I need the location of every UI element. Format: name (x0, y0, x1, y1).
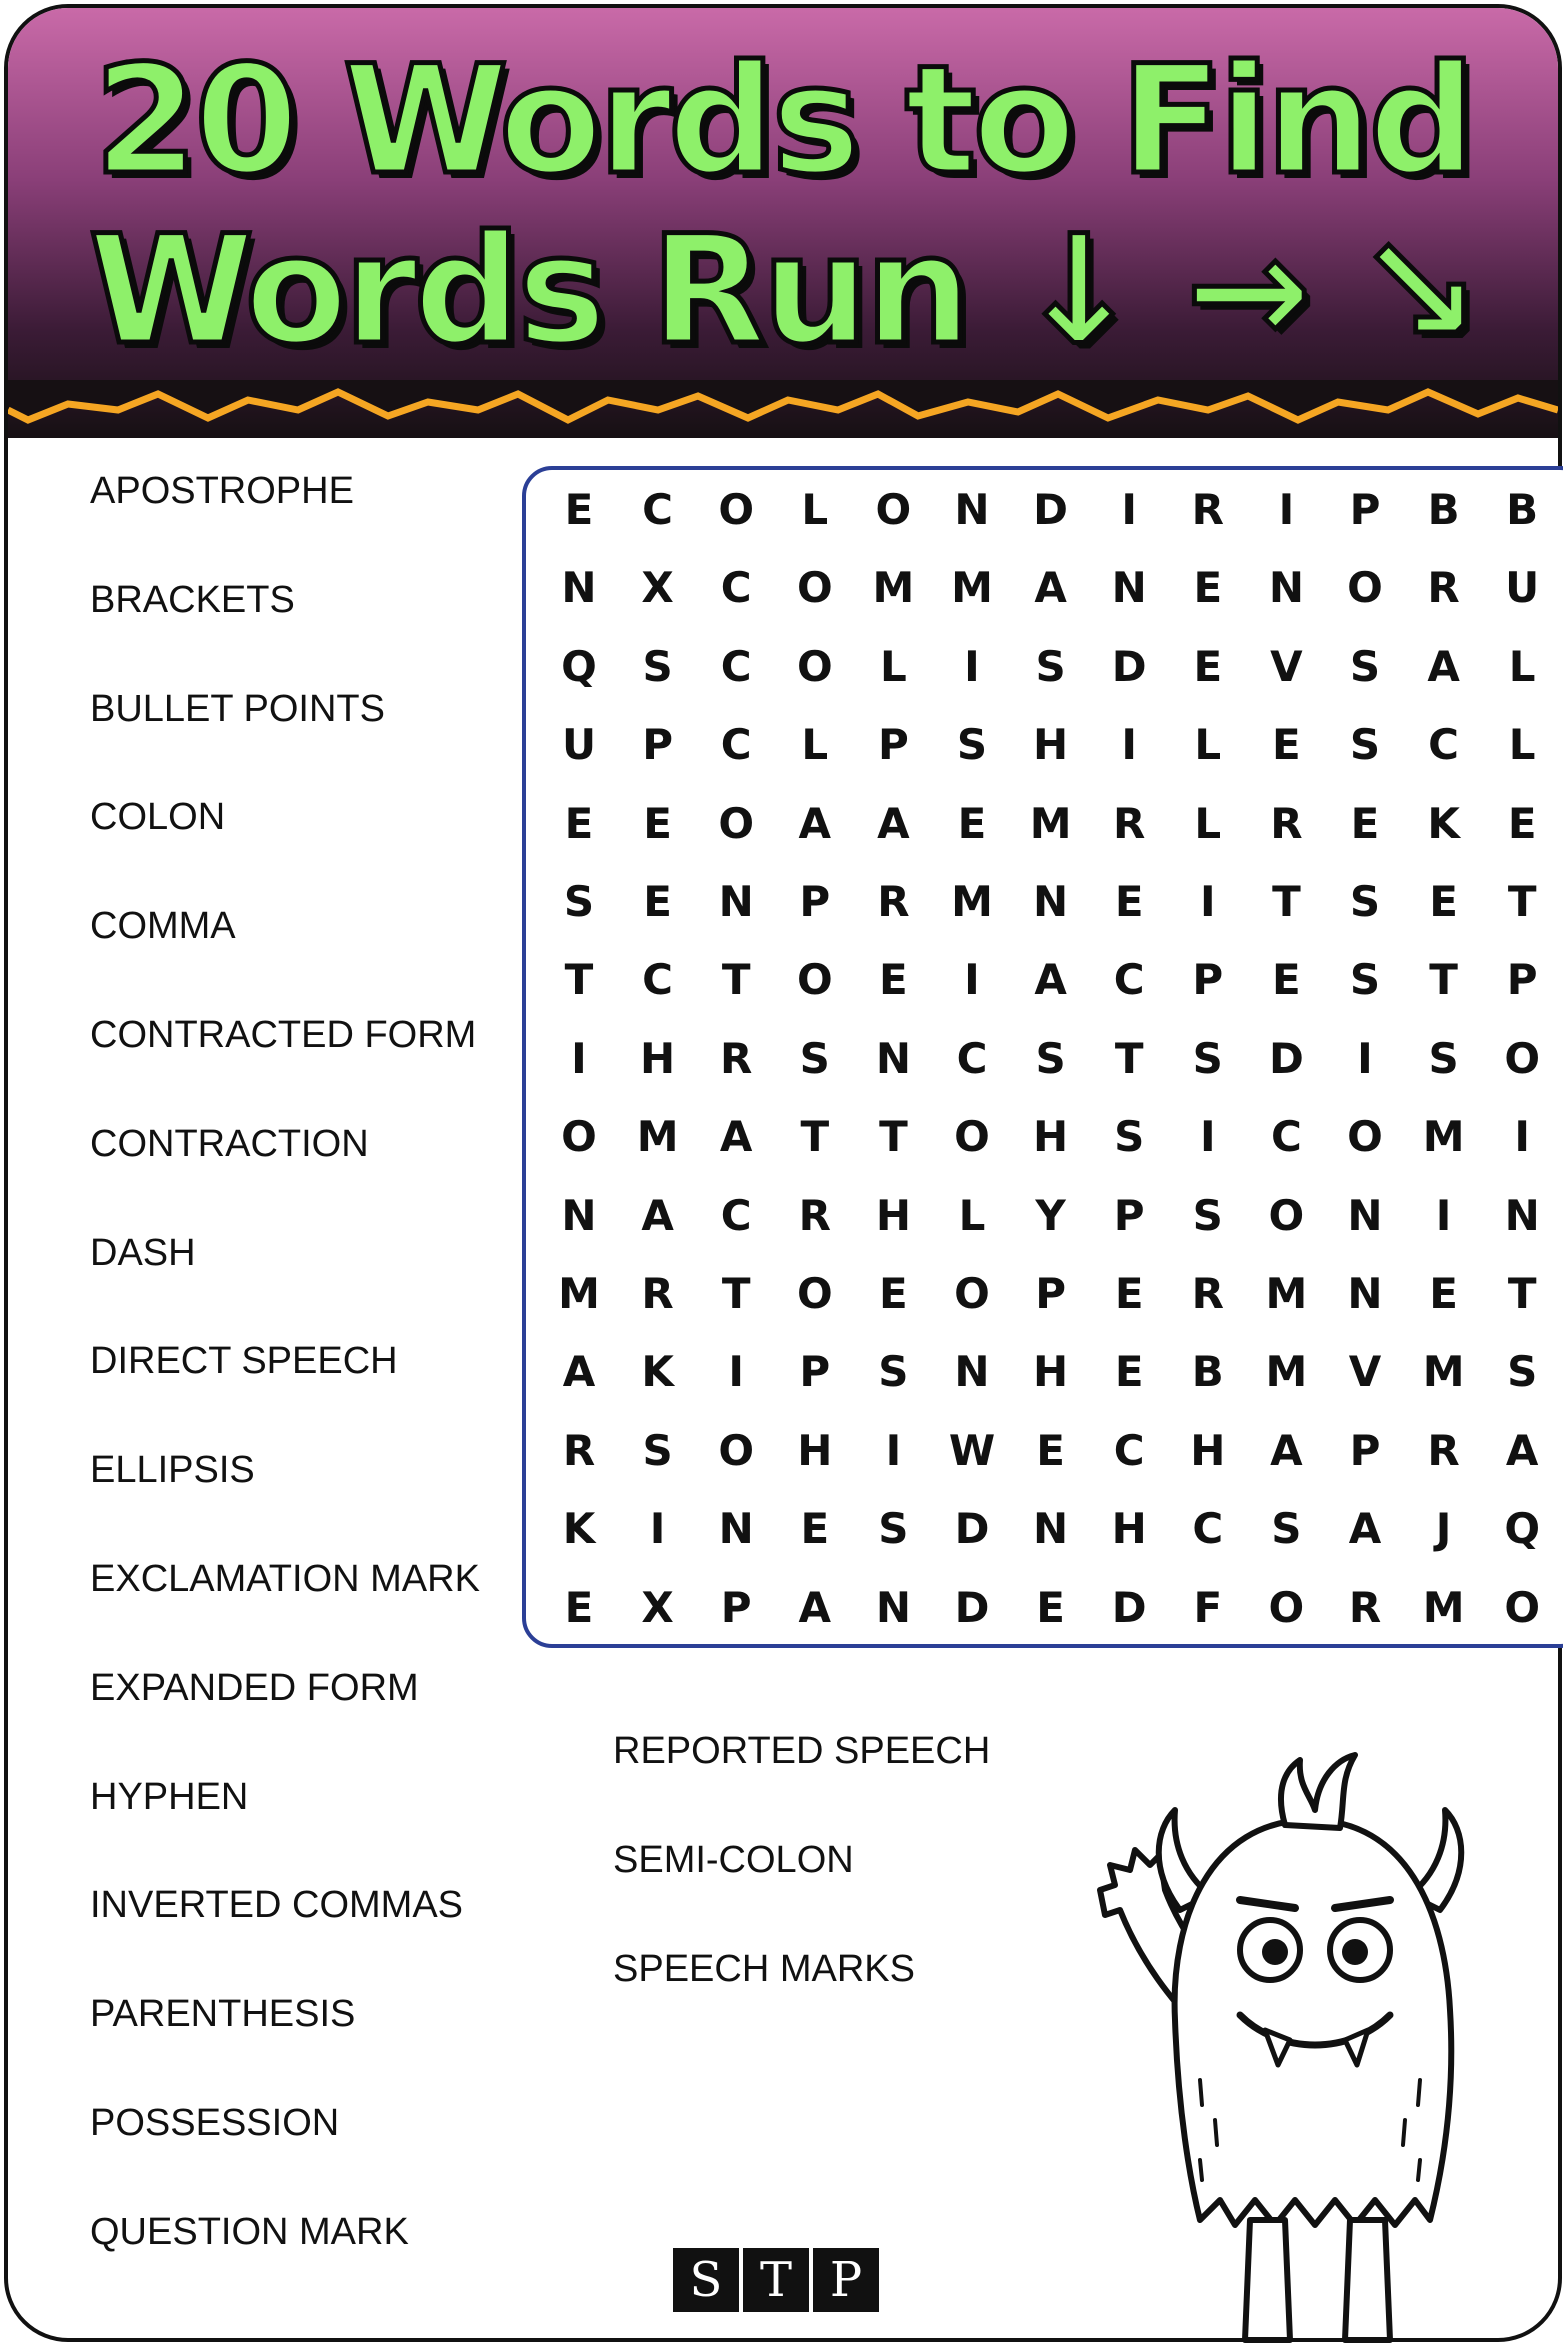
grid-letter[interactable]: Q (561, 641, 597, 691)
grid-letter[interactable]: M (951, 563, 993, 613)
grid-letter[interactable]: T (879, 1112, 908, 1162)
grid-letter[interactable]: S (1035, 641, 1066, 691)
grid-letter[interactable]: T (800, 1112, 830, 1162)
grid-letter[interactable]: P (1349, 1425, 1381, 1475)
monster-illustration (1060, 1660, 1540, 2350)
grid-letter[interactable]: V (1270, 641, 1303, 691)
grid-letter[interactable]: P (799, 877, 831, 926)
word-list-item: DASH (90, 1231, 196, 1274)
grid-letter[interactable]: N (1033, 1504, 1069, 1554)
grid-letter[interactable]: V (1348, 1347, 1382, 1397)
grid-letter[interactable]: C (720, 641, 752, 691)
grid-letter[interactable]: T (721, 955, 751, 1005)
grid-letter[interactable]: D (1111, 641, 1147, 691)
grid-letter[interactable]: O (1504, 1033, 1541, 1083)
grid-letter[interactable]: I (964, 955, 980, 1005)
grid-letter[interactable]: A (1034, 955, 1067, 1005)
grid-letter[interactable]: M (1422, 1347, 1465, 1397)
grid-letter[interactable]: A (719, 1112, 753, 1162)
grid-letter[interactable]: E (957, 798, 987, 848)
grid-letter[interactable]: N (718, 877, 754, 926)
grid-letter[interactable]: P (1506, 955, 1538, 1005)
grid-letter[interactable]: M (1422, 1582, 1465, 1632)
grid-letter[interactable]: I (964, 641, 980, 691)
grid-letter[interactable]: E (564, 485, 594, 534)
word-list-item: DIRECT SPEECH (90, 1340, 398, 1383)
word-list-item: CONTRACTION (90, 1122, 369, 1165)
grid-letter[interactable]: O (954, 1112, 990, 1162)
grid-letter[interactable]: E (643, 877, 672, 926)
logo-letter: P (813, 2248, 879, 2312)
grid-letter[interactable]: S (1114, 1112, 1145, 1162)
word-list-item: POSSESSION (90, 2102, 340, 2144)
grid-letter[interactable]: I (728, 1347, 744, 1397)
grid-letter[interactable]: R (798, 1190, 831, 1240)
grid-letter[interactable]: N (1111, 563, 1147, 613)
grid-letter[interactable]: P (799, 1347, 831, 1397)
grid-letter[interactable]: C (720, 720, 752, 770)
grid-letter[interactable]: T (1429, 955, 1458, 1005)
grid-letter[interactable]: S (878, 1504, 909, 1554)
grid-letter[interactable]: R (1348, 1582, 1382, 1632)
grid-letter[interactable]: C (642, 955, 673, 1005)
grid-letter[interactable]: T (721, 1269, 751, 1318)
grid-letter[interactable]: E (1193, 641, 1223, 691)
word-list-item: EXPANDED FORM (90, 1666, 419, 1709)
grid-letter[interactable]: C (1270, 1112, 1302, 1162)
grid-letter[interactable]: H (1190, 1425, 1226, 1475)
grid-letter[interactable]: E (564, 798, 594, 848)
grid-letter[interactable]: O (954, 1269, 990, 1318)
title-line-1: 20 Words to Find (94, 34, 1472, 208)
word-list-item: SEMI-COLON (613, 1838, 854, 1881)
logo-letter: S (673, 2248, 739, 2312)
grid-letter[interactable]: L (1508, 720, 1536, 770)
grid-letter[interactable]: E (1193, 563, 1223, 613)
grid-letter[interactable]: O (718, 1425, 755, 1475)
grid-letter[interactable]: O (796, 641, 833, 691)
letter-grid (540, 485, 1541, 1632)
grid-letter[interactable]: A (1505, 1425, 1539, 1475)
grid-letter[interactable]: I (1435, 1190, 1452, 1240)
word-list-item: HYPHEN (90, 1775, 249, 1818)
grid-letter[interactable]: A (877, 798, 910, 848)
grid-letter[interactable]: O (796, 955, 833, 1005)
grid-letter[interactable]: E (1114, 1269, 1144, 1318)
grid-letter[interactable]: E (1036, 1425, 1065, 1475)
torn-edge-divider (8, 380, 1558, 450)
grid-letter[interactable]: S (799, 1033, 830, 1083)
grid-letter[interactable]: O (718, 485, 755, 534)
grid-letter[interactable]: P (642, 720, 673, 770)
grid-letter[interactable]: S (1349, 641, 1381, 691)
grid-letter[interactable]: M (558, 1269, 600, 1318)
title-line-2: Words Run ↓ → ↘ (88, 204, 1478, 378)
grid-letter[interactable]: C (720, 1190, 752, 1240)
grid-letter[interactable]: B (1506, 485, 1539, 534)
grid-letter[interactable]: I (1121, 720, 1137, 770)
grid-letter[interactable]: S (642, 1425, 673, 1475)
grid-letter[interactable]: S (1035, 1033, 1066, 1083)
grid-letter[interactable]: H (1033, 720, 1069, 770)
grid-letter[interactable]: N (875, 1582, 911, 1632)
grid-letter[interactable]: I (1121, 485, 1137, 534)
grid-letter[interactable]: E (643, 798, 672, 848)
grid-letter[interactable]: R (1113, 798, 1146, 848)
grid-letter[interactable]: E (1272, 720, 1301, 770)
word-list-item: COLON (90, 796, 226, 839)
grid-letter[interactable]: I (571, 1033, 587, 1083)
word-list-item: QUESTION MARK (90, 2210, 409, 2253)
grid-letter[interactable]: O (1268, 1582, 1305, 1632)
grid-letter[interactable]: S (1349, 955, 1381, 1005)
grid-letter[interactable]: E (1429, 877, 1458, 926)
grid-letter[interactable]: A (1270, 1425, 1303, 1475)
grid-letter[interactable]: E (564, 1582, 594, 1632)
grid-letter[interactable]: A (798, 798, 832, 848)
grid-letter[interactable]: E (1350, 798, 1380, 848)
grid-letter[interactable]: C (1192, 1504, 1224, 1554)
grid-letter[interactable]: H (640, 1033, 676, 1083)
grid-letter[interactable]: L (958, 1190, 986, 1240)
word-list-item: CONTRACTED FORM (90, 1014, 477, 1056)
grid-letter[interactable]: S (1271, 1504, 1302, 1554)
grid-letter[interactable]: N (718, 1504, 754, 1554)
grid-letter[interactable]: R (641, 1269, 674, 1318)
grid-letter[interactable]: C (1113, 1425, 1145, 1475)
grid-letter[interactable]: N (875, 1033, 911, 1083)
grid-letter[interactable]: P (1192, 955, 1224, 1005)
grid-letter[interactable]: O (1347, 1112, 1383, 1162)
grid-letter[interactable]: M (1422, 1112, 1465, 1162)
grid-letter[interactable]: U (1505, 563, 1540, 613)
grid-letter[interactable]: N (1347, 1190, 1383, 1240)
grid-letter[interactable]: W (948, 1425, 996, 1475)
grid-letter[interactable]: B (1191, 1347, 1224, 1397)
grid-letter[interactable]: T (1507, 877, 1537, 926)
grid-letter[interactable]: C (1428, 720, 1459, 770)
grid-letter[interactable]: S (1507, 1347, 1538, 1397)
grid-letter[interactable]: S (1428, 1033, 1459, 1083)
grid-letter[interactable]: H (1033, 1112, 1069, 1162)
grid-letter[interactable]: E (879, 1269, 908, 1318)
grid-letter[interactable]: I (1357, 1033, 1373, 1083)
grid-letter[interactable]: N (561, 1190, 597, 1240)
grid-letter[interactable]: O (1347, 563, 1383, 613)
word-list-item: BRACKETS (90, 578, 295, 621)
grid-letter[interactable]: M (1265, 1269, 1308, 1318)
grid-letter[interactable]: M (872, 563, 915, 613)
grid-letter[interactable]: K (562, 1504, 596, 1554)
grid-letter[interactable]: S (1349, 877, 1381, 926)
grid-letter[interactable]: A (1427, 641, 1460, 691)
grid-letter[interactable]: D (1268, 1033, 1304, 1083)
grid-letter[interactable]: O (796, 563, 833, 613)
word-list-item: ELLIPSIS (90, 1449, 255, 1492)
grid-letter[interactable]: M (951, 877, 993, 926)
grid-letter[interactable]: N (1504, 1190, 1540, 1240)
grid-letter[interactable]: P (1349, 485, 1381, 534)
grid-letter[interactable]: O (561, 1112, 597, 1162)
grid-letter[interactable]: S (956, 720, 988, 770)
word-list-item: BULLET POINTS (90, 687, 385, 730)
grid-letter[interactable]: E (1272, 955, 1301, 1005)
grid-letter[interactable]: K (641, 1347, 674, 1397)
grid-letter[interactable]: D (1111, 1582, 1147, 1632)
word-list-item: PARENTHESIS (90, 1993, 356, 2036)
grid-letter[interactable]: I (1278, 485, 1295, 534)
logo-letter: T (743, 2248, 809, 2312)
grid-letter[interactable]: P (877, 720, 909, 770)
grid-letter[interactable]: E (1429, 1269, 1458, 1318)
grid-letter[interactable]: A (562, 1347, 596, 1397)
grid-letter[interactable]: O (796, 1269, 833, 1318)
grid-letter[interactable]: H (1111, 1504, 1147, 1554)
grid-letter[interactable]: H (1033, 1347, 1069, 1397)
grid-letter[interactable]: N (1033, 877, 1069, 926)
grid-letter[interactable]: I (1199, 877, 1216, 926)
grid-letter[interactable]: I (1199, 1112, 1216, 1162)
grid-letter[interactable]: N (954, 485, 990, 534)
grid-letter[interactable]: A (641, 1190, 674, 1240)
grid-letter[interactable]: U (561, 720, 597, 770)
grid-letter[interactable]: L (1194, 720, 1222, 770)
grid-letter[interactable]: H (797, 1425, 833, 1475)
grid-letter[interactable]: P (1113, 1190, 1145, 1240)
grid-letter[interactable]: M (1029, 798, 1072, 848)
grid-letter[interactable]: D (954, 1504, 990, 1554)
word-list-item: REPORTED SPEECH (613, 1730, 991, 1772)
grid-letter[interactable]: N (1268, 563, 1304, 613)
word-list-item: APOSTROPHE (90, 470, 354, 512)
grid-letter[interactable]: H (875, 1190, 911, 1240)
grid-letter[interactable]: E (1507, 798, 1537, 848)
grid-letter[interactable]: T (564, 955, 594, 1005)
grid-letter[interactable]: N (954, 1347, 990, 1397)
grid-letter[interactable]: O (1268, 1190, 1305, 1240)
grid-letter[interactable]: R (1191, 485, 1224, 534)
grid-letter[interactable]: N (1347, 1269, 1383, 1318)
grid-letter[interactable]: A (1034, 563, 1067, 613)
word-list-item: COMMA (90, 905, 236, 948)
grid-letter[interactable]: S (878, 1347, 909, 1397)
grid-letter[interactable]: S (1349, 720, 1381, 770)
grid-letter[interactable]: T (1114, 1033, 1144, 1083)
grid-letter[interactable]: A (798, 1582, 832, 1632)
grid-letter[interactable]: X (641, 1582, 674, 1632)
grid-letter[interactable]: P (720, 1582, 752, 1632)
grid-letter[interactable]: I (649, 1504, 666, 1554)
grid-letter[interactable]: L (1194, 798, 1222, 848)
grid-letter[interactable]: E (800, 1504, 830, 1554)
header-banner (8, 8, 1558, 438)
grid-letter[interactable]: E (1036, 1582, 1065, 1632)
grid-letter[interactable]: L (801, 485, 829, 534)
grid-letter[interactable]: X (641, 563, 674, 613)
grid-letter[interactable]: K (1427, 798, 1460, 848)
grid-letter[interactable]: E (879, 955, 908, 1005)
grid-letter[interactable]: D (1033, 485, 1069, 534)
grid-letter[interactable]: R (877, 877, 910, 926)
grid-letter[interactable]: O (1504, 1582, 1541, 1632)
grid-letter[interactable]: I (885, 1425, 902, 1475)
word-list-item: SPEECH MARKS (613, 1947, 915, 1990)
grid-letter[interactable]: R (720, 1033, 753, 1083)
grid-letter[interactable]: O (875, 485, 912, 534)
grid-letter[interactable]: C (956, 1033, 988, 1083)
grid-letter[interactable]: Q (1504, 1504, 1541, 1554)
grid-letter[interactable]: M (636, 1112, 679, 1162)
grid-letter[interactable]: R (1191, 1269, 1224, 1318)
grid-letter[interactable]: R (1270, 798, 1303, 848)
grid-letter[interactable]: E (1114, 1347, 1144, 1397)
grid-letter[interactable]: R (562, 1425, 596, 1475)
grid-letter[interactable]: L (1508, 641, 1536, 691)
grid-letter[interactable]: B (1427, 485, 1460, 534)
grid-letter[interactable]: L (801, 720, 829, 770)
grid-letter[interactable]: S (1192, 1190, 1223, 1240)
grid-letter[interactable]: D (954, 1582, 990, 1632)
grid-letter[interactable]: O (718, 798, 755, 848)
grid-letter[interactable]: N (561, 563, 597, 613)
grid-letter[interactable]: R (1427, 563, 1460, 613)
grid-letter[interactable]: S (1192, 1033, 1223, 1083)
grid-letter[interactable]: T (1507, 1269, 1537, 1318)
grid-letter[interactable]: T (1272, 877, 1301, 926)
grid-letter[interactable]: C (642, 485, 673, 534)
grid-letter[interactable]: C (1113, 955, 1145, 1005)
grid-letter[interactable]: R (1427, 1425, 1460, 1475)
word-list-item: INVERTED COMMAS (90, 1884, 464, 1927)
grid-letter[interactable]: I (1514, 1112, 1530, 1162)
grid-letter[interactable]: E (1114, 877, 1144, 926)
word-list-item: EXCLAMATION MARK (90, 1558, 480, 1600)
grid-letter[interactable]: A (1348, 1504, 1382, 1554)
stp-logo (673, 2248, 879, 2312)
grid-letter[interactable]: P (1035, 1269, 1066, 1318)
grid-letter[interactable]: S (563, 877, 595, 926)
grid-letter[interactable]: Y (1035, 1190, 1066, 1240)
grid-letter[interactable]: S (642, 641, 673, 691)
grid-letter[interactable]: F (1193, 1582, 1223, 1632)
grid-letter[interactable]: L (880, 641, 907, 691)
grid-letter[interactable]: C (720, 563, 752, 613)
grid-letter[interactable]: J (1435, 1504, 1452, 1554)
grid-letter[interactable]: M (1265, 1347, 1308, 1397)
